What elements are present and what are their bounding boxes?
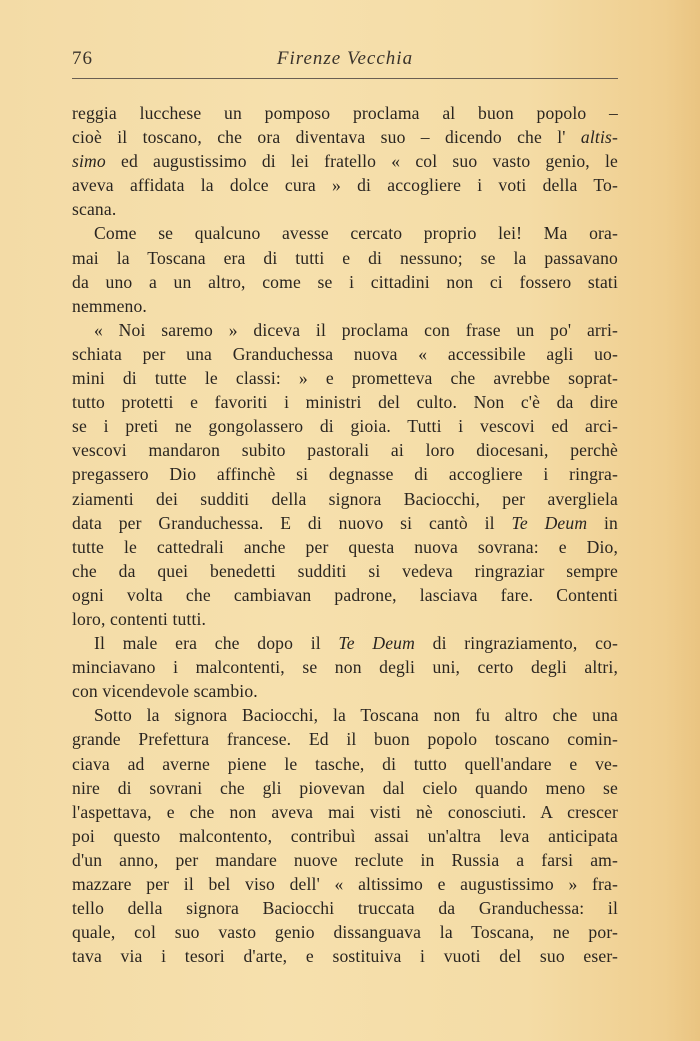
paragraph xyxy=(72,631,618,703)
text-line: che da quei benedetti sudditi si vedeva ringraziar sempre xyxy=(72,560,618,581)
text-line: tava via i tesori d'arte, e sostituiva i vuoti del suo eser- xyxy=(72,946,618,967)
italic-text: simo xyxy=(72,151,106,172)
text-line: aveva affidata la dolce cura » di accogliere i voti della To- xyxy=(72,175,618,196)
italic-text: Te Deum xyxy=(338,633,415,654)
text-line: quale, col suo vasto genio dissanguava la Toscana, ne por- xyxy=(72,922,618,943)
text-line: Il male era che dopo il Te Deum di ringraziamento, co- xyxy=(94,633,618,654)
text-line: da uno a un altro, come se i cittadini non ci fossero stati xyxy=(72,271,618,292)
text-line: mini di tutte le classi: » e prometteva che avrebbe soprat- xyxy=(72,368,618,389)
text-line: ciava ad averne piene le tasche, di tutto quell'andare e ve- xyxy=(72,753,618,774)
text-line: scana. xyxy=(72,199,117,220)
text-line: tutte le cattedrali anche per questa nuova sovrana: e Dio, xyxy=(72,536,618,557)
paragraph xyxy=(72,318,618,631)
header-rule xyxy=(72,78,618,79)
text-line: reggia lucchese un pomposo proclama al buon popolo – xyxy=(72,103,618,123)
text-line: « Noi saremo » diceva il proclama con frase un po' arri- xyxy=(94,319,618,340)
running-head xyxy=(72,48,618,78)
text-line: nemmeno. xyxy=(72,295,147,316)
text-line: ogni volta che cambiavan padrone, lasciava fare. Contenti xyxy=(72,584,618,605)
text-line: ziamenti dei sudditi della signora Baciocchi, per avergliela xyxy=(72,488,618,509)
paragraph xyxy=(72,703,618,968)
text-line: poi questo malcontento, contribuì assai un'altra leva anticipata xyxy=(72,825,618,846)
text-line: data per Granduchessa. E di nuovo si cantò il Te Deum in xyxy=(72,512,618,533)
text-line: nire di sovrani che gli piovevan dal cielo quando meno se xyxy=(72,777,618,798)
text-line: Come se qualcuno avesse cercato proprio lei! Ma ora- xyxy=(94,223,618,244)
text-line: l'aspettava, e che non aveva mai visti nè conosciuti. A crescer xyxy=(72,801,618,822)
running-title: Firenze Vecchia xyxy=(276,48,414,69)
text-line: mai la Toscana era di tutti e di nessuno; se la passavano xyxy=(72,247,618,268)
text-line: pregassero Dio affinchè si degnasse di accogliere i ringra- xyxy=(72,464,618,485)
body-text xyxy=(72,101,618,968)
text-line: cioè il toscano, che ora diventava suo – dicendo che l' altis- xyxy=(72,127,618,148)
text-line: grande Prefettura francese. Ed il buon popolo toscano comin- xyxy=(72,729,618,750)
text-line: tello della signora Baciocchi truccata da Granduchessa: il xyxy=(72,898,618,919)
paragraph xyxy=(72,221,618,317)
text-line: tutto protetti e favoriti i ministri del culto. Non c'è da dire xyxy=(72,392,618,413)
text-line: loro, contenti tutti. xyxy=(72,608,207,629)
book-page xyxy=(72,48,618,968)
page-number: 76 xyxy=(72,48,93,69)
text-line: con vicendevole scambio. xyxy=(72,681,258,702)
italic-text: altis- xyxy=(580,127,618,148)
text-line: mazzare per il bel viso dell' « altissimo e augustissimo » fra- xyxy=(72,874,618,894)
italic-text: Te Deum xyxy=(511,512,588,533)
text-line: se i preti ne gongolassero di gioia. Tutti i vescovi ed arci- xyxy=(72,416,618,437)
text-line: d'un anno, per mandare nuove reclute in Russia a farsi am- xyxy=(72,849,618,870)
text-line: Sotto la signora Baciocchi, la Toscana non fu altro che una xyxy=(94,705,618,726)
text-line: minciavano i malcontenti, se non degli uni, certo degli altri, xyxy=(72,657,618,678)
text-line: schiata per una Granduchessa nuova « accessibile agli uo- xyxy=(72,343,618,364)
text-line: vescovi mandaron subito pastorali ai loro diocesani, perchè xyxy=(72,440,618,461)
text-line: simo ed augustissimo di lei fratello « col suo vasto genio, le xyxy=(72,151,618,172)
paragraph xyxy=(72,101,618,221)
